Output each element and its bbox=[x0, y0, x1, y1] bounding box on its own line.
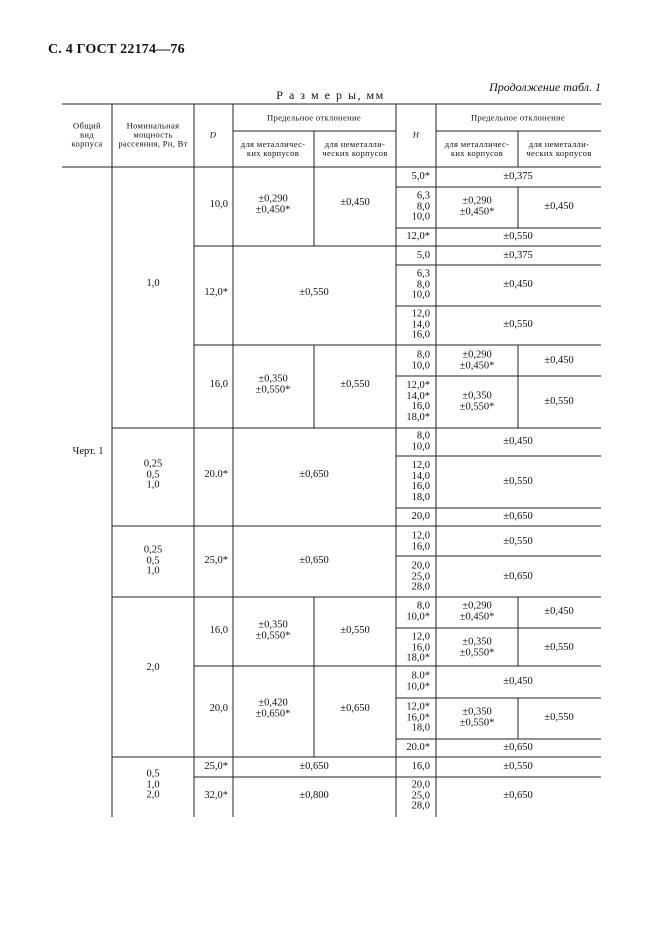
units-caption: Р а з м е р ы, мм bbox=[276, 88, 385, 102]
h-dev-nonmetal-cell: ±0,550 bbox=[544, 711, 574, 723]
h-value-cell: 12,0* 14,0* 16,0 18,0* bbox=[406, 380, 430, 423]
d-dev-merged-cell: ±0,650 bbox=[299, 468, 329, 480]
h-value-cell: 5,0 bbox=[416, 249, 430, 261]
d-value-cell: 20.0* bbox=[204, 468, 228, 480]
header-d-deviation: Предельное отклонение bbox=[267, 112, 361, 123]
h-value-cell: 6,3 8,0 10,0 bbox=[411, 268, 430, 301]
d-dev-merged-cell: ±0,650 bbox=[299, 760, 329, 772]
h-dev-metal-cell: ±0,350 ±0,550* bbox=[459, 390, 495, 412]
d-value-cell: 25,0* bbox=[204, 760, 228, 772]
h-value-cell: 12,0 14,0 16,0 18,0 bbox=[411, 460, 430, 503]
d-dev-merged-cell: ±0,650 bbox=[299, 554, 329, 566]
d-value-cell: 20,0 bbox=[209, 702, 228, 714]
h-dev-merged-cell: ±0,450 bbox=[503, 278, 533, 290]
header-h-nonmetal: для неметалли- ческих корпусов bbox=[526, 139, 592, 158]
h-dev-merged-cell: ±0,550 bbox=[503, 535, 533, 547]
h-value-cell: 16,0 bbox=[411, 760, 430, 772]
body-type-cell: Черт. 1 bbox=[72, 445, 104, 457]
h-dev-nonmetal-cell: ±0,450 bbox=[544, 605, 574, 617]
d-dev-nonmetal-cell: ±0,450 bbox=[340, 196, 370, 208]
h-dev-merged-cell: ±0,550 bbox=[503, 230, 533, 242]
h-dev-metal-cell: ±0,290 ±0,450* bbox=[459, 600, 495, 622]
d-dev-nonmetal-cell: ±0,550 bbox=[340, 378, 370, 390]
h-dev-merged-cell: ±0,550 bbox=[503, 318, 533, 330]
header-h: H bbox=[412, 129, 420, 140]
h-dev-nonmetal-cell: ±0,450 bbox=[544, 200, 574, 212]
d-value-cell: 16,0 bbox=[209, 378, 228, 390]
d-dev-merged-cell: ±0,550 bbox=[299, 286, 329, 298]
h-dev-merged-cell: ±0,550 bbox=[503, 760, 533, 772]
h-value-cell: 5,0* bbox=[411, 170, 430, 182]
d-dev-metal-cell: ±0,350 ±0,550* bbox=[255, 373, 291, 395]
h-value-cell: 8,0 10,0 bbox=[411, 349, 430, 371]
h-dev-nonmetal-cell: ±0,450 bbox=[544, 354, 574, 366]
d-dev-metal-cell: ±0,350 ±0,550* bbox=[255, 619, 291, 641]
h-value-cell: 12,0 14,0 16,0 bbox=[411, 308, 430, 341]
h-value-cell: 20,0 bbox=[411, 510, 430, 522]
header-h-deviation: Предельное отклонение bbox=[471, 112, 565, 123]
h-value-cell: 8,0 10,0 bbox=[411, 430, 430, 452]
h-dev-metal-cell: ±0,350 ±0,550* bbox=[459, 636, 495, 658]
h-dev-merged-cell: ±0,650 bbox=[503, 741, 533, 753]
h-dev-merged-cell: ±0,650 bbox=[503, 510, 533, 522]
d-value-cell: 16,0 bbox=[209, 624, 228, 636]
header-body-type: Общий вид корпуса bbox=[71, 120, 103, 149]
header-h-metal: для металличес- ких корпусов bbox=[444, 139, 510, 158]
h-value-cell: 20,0 25,0 28,0 bbox=[411, 560, 430, 593]
h-dev-metal-cell: ±0,290 ±0,450* bbox=[459, 195, 495, 217]
header-d: D bbox=[209, 129, 217, 140]
h-dev-merged-cell: ±0,375 bbox=[503, 170, 533, 182]
power-cell: 0,5 1,0 2,0 bbox=[146, 768, 160, 801]
power-cell: 0,25 0,5 1,0 bbox=[143, 458, 163, 491]
h-value-cell: 6,3 8,0 10,0 bbox=[411, 190, 430, 223]
header-d-nonmetal: для неметалли- ческих корпусов bbox=[322, 139, 388, 158]
h-dev-nonmetal-cell: ±0,550 bbox=[544, 395, 574, 407]
d-value-cell: 12,0* bbox=[204, 286, 228, 298]
d-dev-merged-cell: ±0,800 bbox=[299, 789, 329, 801]
h-dev-metal-cell: ±0,350 ±0,550* bbox=[459, 706, 495, 728]
power-cell: 1,0 bbox=[146, 277, 160, 289]
d-dev-metal-cell: ±0,420 ±0,650* bbox=[255, 697, 291, 719]
h-dev-merged-cell: ±0,650 bbox=[503, 789, 533, 801]
power-cell: 0,25 0,5 1,0 bbox=[143, 544, 163, 577]
h-value-cell: 8.0* 10,0* bbox=[406, 670, 430, 692]
d-dev-nonmetal-cell: ±0,650 bbox=[340, 702, 370, 714]
h-dev-metal-cell: ±0,290 ±0,450* bbox=[459, 349, 495, 371]
h-value-cell: 12,0 16,0 18,0* bbox=[406, 631, 430, 664]
h-dev-merged-cell: ±0,450 bbox=[503, 675, 533, 687]
header-power: Номинальная мощность рассеяния, Pн, Вт bbox=[118, 120, 188, 149]
d-dev-nonmetal-cell: ±0,550 bbox=[340, 624, 370, 636]
d-value-cell: 10,0 bbox=[209, 198, 228, 210]
h-value-cell: 12,0* 16,0* 18,0 bbox=[406, 701, 430, 734]
d-dev-metal-cell: ±0,290 ±0,450* bbox=[255, 193, 291, 215]
page-reference: С. 4 ГОСТ 22174—76 bbox=[48, 42, 185, 57]
table-continuation-note: Продолжение табл. 1 bbox=[489, 80, 601, 94]
h-dev-merged-cell: ±0,450 bbox=[503, 435, 533, 447]
h-dev-merged-cell: ±0,375 bbox=[503, 249, 533, 261]
h-value-cell: 8,0 10,0* bbox=[406, 600, 430, 622]
h-value-cell: 12,0 16,0 bbox=[411, 530, 430, 552]
h-value-cell: 20.0* bbox=[406, 741, 430, 753]
d-value-cell: 32,0* bbox=[204, 789, 228, 801]
h-value-cell: 20,0 25,0 28,0 bbox=[411, 779, 430, 812]
header-d-metal: для металличес- ких корпусов bbox=[240, 139, 306, 158]
h-value-cell: 12,0* bbox=[406, 230, 430, 242]
power-cell: 2,0 bbox=[146, 661, 160, 673]
h-dev-merged-cell: ±0,550 bbox=[503, 475, 533, 487]
d-value-cell: 25,0* bbox=[204, 554, 228, 566]
h-dev-nonmetal-cell: ±0,550 bbox=[544, 641, 574, 653]
h-dev-merged-cell: ±0,650 bbox=[503, 570, 533, 582]
